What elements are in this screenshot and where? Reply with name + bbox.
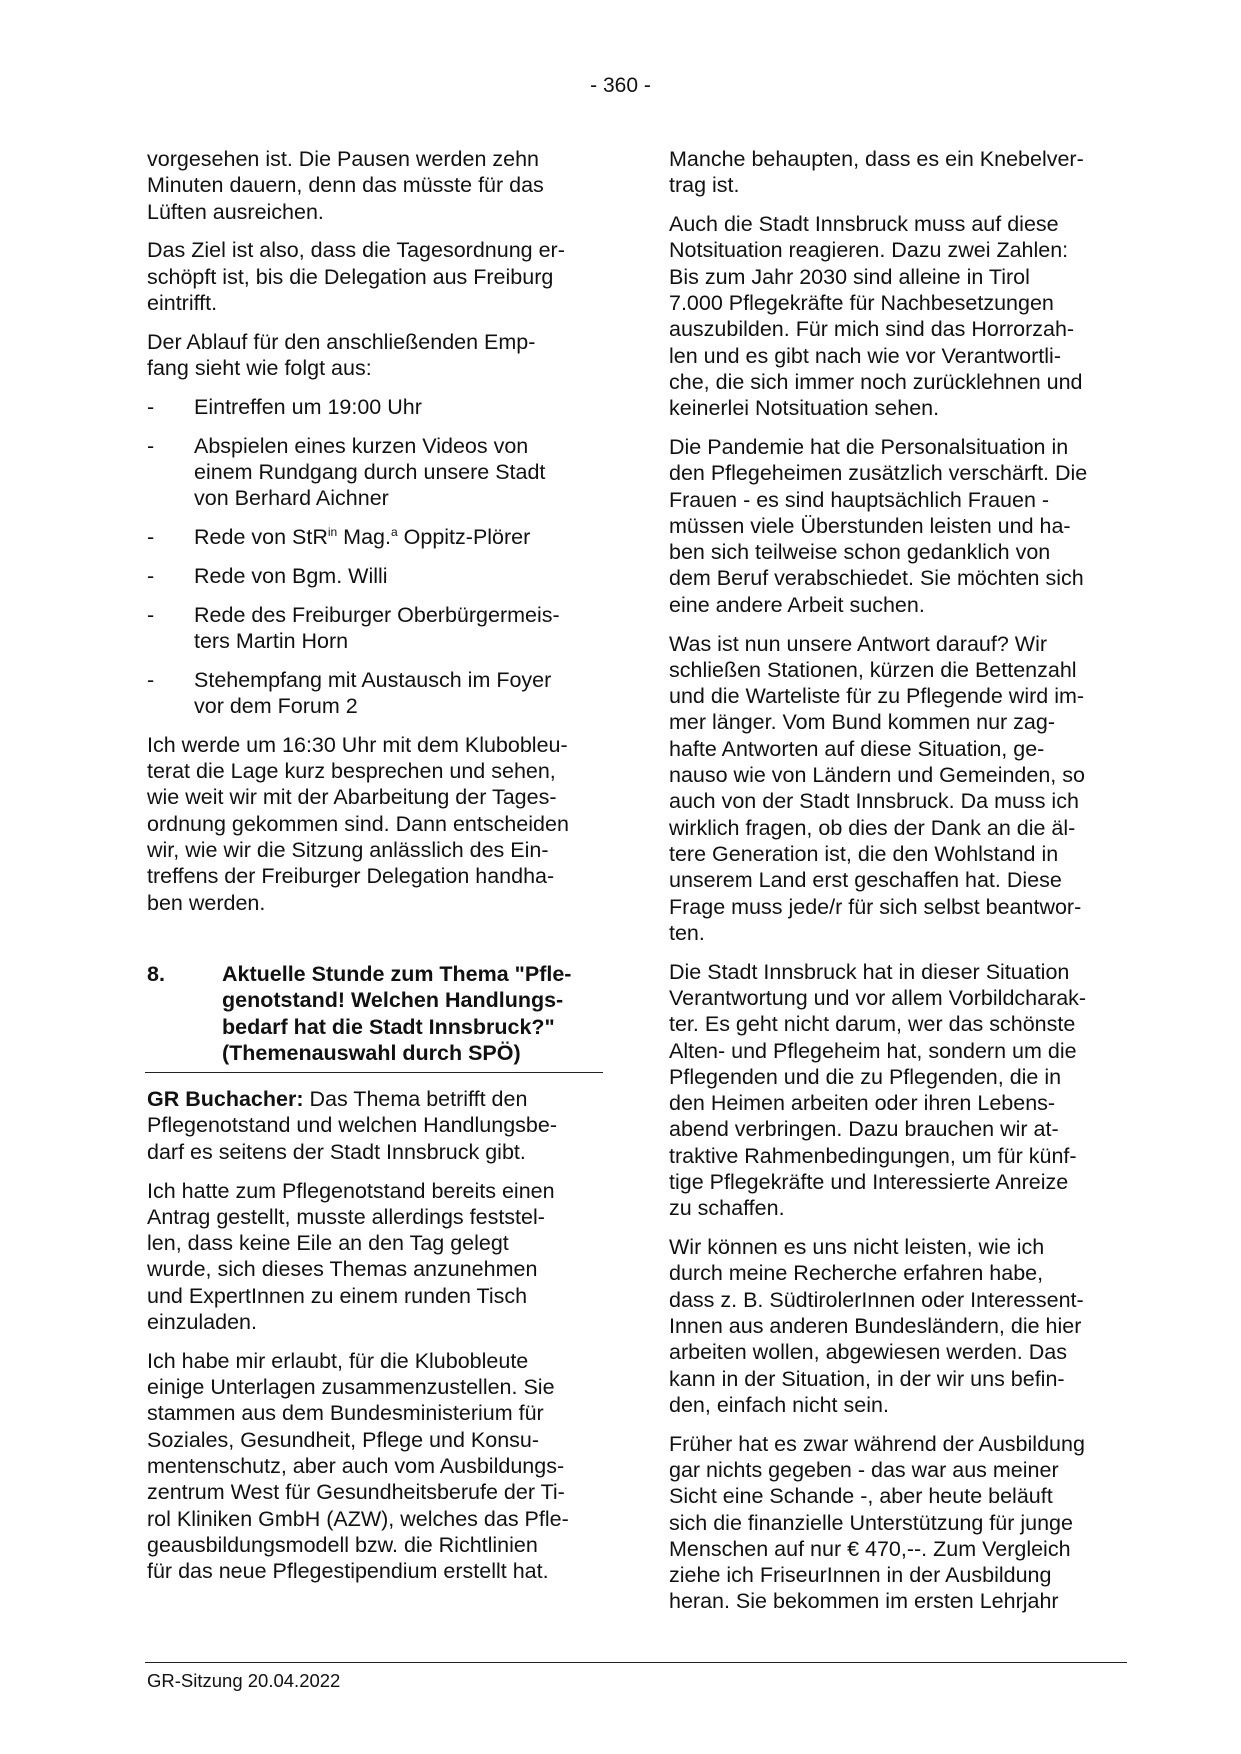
text-line: fang sieht wie folgt aus: <box>147 356 372 381</box>
text-line: Sicht eine Schande -, aber heute beläuft <box>669 1484 1053 1509</box>
text-line: einem Rundgang durch unsere Stadt <box>194 459 546 484</box>
heading-underline <box>145 1072 603 1073</box>
bullet-dash: - <box>147 394 155 419</box>
list-item <box>147 433 603 512</box>
text-line: traktive Rahmenbedingungen, um für künf- <box>669 1143 1077 1168</box>
text-line: wir, wie wir die Sitzung anlässlich des Ein- <box>147 838 549 863</box>
paragraph <box>669 1431 1117 1615</box>
text-line: (Themenauswahl durch SPÖ) <box>222 1040 521 1065</box>
text-line: hafte Antworten auf diese Situation, ge- <box>669 736 1045 761</box>
text-line: nauso wie von Ländern und Gemeinden, so <box>669 763 1085 788</box>
paragraph <box>147 329 603 382</box>
text-line: Frage muss jede/r für sich selbst beantwor- <box>669 894 1082 919</box>
text-line: arbeiten wollen, abgewiesen werden. Das <box>669 1340 1067 1365</box>
text-line: abend verbringen. Dazu brauchen wir at- <box>669 1117 1059 1142</box>
text-line: Lüften ausreichen. <box>147 199 324 224</box>
text-line: treffens der Freiburger Delegation handha- <box>147 864 555 889</box>
text-line: Rede des Freiburger Oberbürgermeis- <box>194 602 560 627</box>
text-line: Früher hat es zwar während der Ausbildung <box>669 1431 1085 1456</box>
text-line: von Berhard Aichner <box>194 486 389 511</box>
text-line: Rede von Bgm. Willi <box>194 563 388 588</box>
text-line: Eintreffen um 19:00 Uhr <box>194 394 422 419</box>
paragraph <box>147 237 603 316</box>
list-item-text: Rede von StR$^{in}$ Mag.$^a$ Oppitz-Plörer <box>194 525 531 550</box>
text-line: mentenschutz, aber auch vom Ausbildungs- <box>147 1453 565 1478</box>
text-line: heran. Sie bekommen im ersten Lehrjahr <box>669 1589 1059 1614</box>
list-item <box>147 524 603 550</box>
text-line: einige Unterlagen zusammenzustellen. Sie <box>147 1375 555 1400</box>
text-line: durch meine Recherche erfahren habe, <box>669 1261 1044 1286</box>
text-line: Ich habe mir erlaubt, für die Klubobleute <box>147 1348 529 1373</box>
section-heading <box>147 961 603 1072</box>
text-line: Wir können es uns nicht leisten, wie ich <box>669 1235 1045 1260</box>
text-line: Minuten dauern, denn das müsste für das <box>147 173 544 198</box>
text-line: müssen viele Überstunden leisten und ha- <box>669 513 1071 538</box>
paragraph <box>147 1348 603 1585</box>
text-line: kann in der Situation, in der wir uns befin- <box>669 1366 1065 1391</box>
text-line: Verantwortung und vor allem Vorbildcharak- <box>669 985 1087 1010</box>
text-line: Ich werde um 16:30 Uhr mit dem Klubobleu- <box>147 732 568 757</box>
text-line: Bis zum Jahr 2030 sind alleine in Tirol <box>669 264 1030 289</box>
text-line: Ich hatte zum Pflegenotstand bereits einen <box>147 1178 555 1203</box>
text-line: den, einfach nicht sein. <box>669 1392 889 1417</box>
text-line: den Heimen arbeiten oder ihren Lebens- <box>669 1091 1056 1116</box>
text-line: Manche behaupten, dass es ein Knebelver- <box>669 147 1084 171</box>
text-line: ben sich teilweise schon gedanklich von <box>669 540 1051 565</box>
footer-text: GR-Sitzung 20.04.2022 <box>147 1670 341 1691</box>
text-line: geausbildungsmodell bzw. die Richtlinien <box>147 1532 538 1557</box>
text-line: keinerlei Notsituation sehen. <box>669 396 940 421</box>
text-line: den Pflegeheimen zusätzlich verschärft. Die <box>669 461 1088 486</box>
text-line: Aktuelle Stunde zum Thema "Pfle- <box>222 961 572 986</box>
text-line: darf es seitens der Stadt Innsbruck gibt. <box>147 1139 526 1164</box>
paragraph <box>669 146 1117 199</box>
page-number: - 360 - <box>590 74 651 97</box>
text-line: eintrifft. <box>147 290 218 315</box>
text-line: terat die Lage kurz besprechen und sehen, <box>147 759 556 784</box>
text-line: Innen aus anderen Bundesländern, die hier <box>669 1313 1082 1338</box>
paragraph <box>147 732 603 916</box>
section-title <box>222 961 603 1066</box>
text-line: len, dass keine Eile an den Tag gelegt <box>147 1231 509 1256</box>
text-line: zentrum West für Gesundheitsberufe der Ti- <box>147 1480 565 1505</box>
text-line: Auch die Stadt Innsbruck muss auf diese <box>669 212 1059 237</box>
text-line: wirklich fragen, ob dies der Dank an die äl- <box>669 815 1076 840</box>
text-line: tige Pflegekräfte und Interessierte Anreize <box>669 1169 1069 1194</box>
bullet-dash: - <box>147 667 155 692</box>
list-item <box>147 667 603 720</box>
text-line: ordnung gekommen sind. Dann entscheiden <box>147 811 569 836</box>
text-line: Soziales, Gesundheit, Pflege und Konsu- <box>147 1427 540 1452</box>
paragraph <box>669 1234 1117 1418</box>
list-item <box>147 563 603 589</box>
text-line: schöpft ist, bis die Delegation aus Freiburg <box>147 264 554 289</box>
paragraph <box>669 211 1117 421</box>
text-line: Der Ablauf für den anschließenden Emp- <box>147 329 536 354</box>
text-line: Notsituation reagieren. Dazu zwei Zahlen: <box>669 238 1069 263</box>
text-line: unserem Land erst geschaffen hat. Diese <box>669 868 1062 893</box>
paragraph <box>147 146 603 225</box>
text-line: Antrag gestellt, musste allerdings feststel- <box>147 1204 545 1229</box>
text-line: Das Ziel ist also, dass die Tagesordnung er- <box>147 238 565 263</box>
text-line: genotstand! Welchen Handlungs- <box>222 988 564 1013</box>
paragraph <box>669 631 1117 947</box>
list-item <box>147 602 603 655</box>
text-line: dem Beruf verabschiedet. Sie möchten sich <box>669 566 1084 591</box>
paragraph <box>669 434 1117 618</box>
bullet-dash: - <box>147 433 155 458</box>
text-line: Frauen - es sind hauptsächlich Frauen - <box>669 487 1050 512</box>
text-line: Was ist nun unsere Antwort darauf? Wir <box>669 631 1048 656</box>
text-line: len und es gibt nach wie vor Verantwortli- <box>669 343 1061 368</box>
text-line: bedarf hat die Stadt Innsbruck?" <box>222 1014 555 1039</box>
text-line: ters Martin Horn <box>194 628 349 653</box>
list-item <box>147 394 603 420</box>
speaker-paragraph: GR Buchacher: Das Thema betrifft den Pflegenotstand und welchen Handlungsbe- darf es seitens der Stadt Innsbruck gibt. <box>147 1086 603 1165</box>
text-line: wurde, sich dieses Themas anzunehmen <box>147 1257 538 1282</box>
paragraph <box>147 1178 603 1336</box>
text-line: rol Kliniken GmbH (AZW), welches das Pfle- <box>147 1506 569 1531</box>
text-line: ter. Es geht nicht darum, wer das schönste <box>669 1012 1076 1037</box>
text-line: wie weit wir mit der Abarbeitung der Tages- <box>147 785 557 810</box>
text-line: eine andere Arbeit suchen. <box>669 592 925 617</box>
text-line: zu schaffen. <box>669 1196 785 1221</box>
text-line: sich die finanzielle Unterstützung für junge <box>669 1510 1073 1535</box>
paragraph <box>669 959 1117 1222</box>
bullet-dash: - <box>147 563 155 588</box>
section-number: 8. <box>147 961 165 986</box>
text-line: auszubilden. Für mich sind das Horrorzah- <box>669 317 1075 342</box>
text-line: vorgesehen ist. Die Pausen werden zehn <box>147 147 540 171</box>
left-column <box>147 146 603 1597</box>
footer-divider <box>145 1662 1127 1663</box>
text-line: 7.000 Pflegekräfte für Nachbesetzungen <box>669 290 1054 315</box>
speaker-name: GR Buchacher: <box>147 1087 304 1112</box>
text-line: ten. <box>669 920 705 945</box>
text-line: Pflegenden und die zu Pflegenden, die in <box>669 1064 1062 1089</box>
bullet-dash: - <box>147 525 155 550</box>
text-line: und die Warteliste für zu Pflegende wird im- <box>669 684 1085 709</box>
text-line: Pflegenotstand und welchen Handlungsbe- <box>147 1113 557 1138</box>
agenda-list <box>147 394 603 719</box>
text-line: Alten- und Pflegeheim hat, sondern um die <box>669 1038 1077 1063</box>
text-line: che, die sich immer noch zurücklehnen und <box>669 369 1083 394</box>
text-line: für das neue Pflegestipendium erstellt hat. <box>147 1559 549 1584</box>
text-line: schließen Stationen, kürzen die Bettenzahl <box>669 657 1077 682</box>
text-line: einzuladen. <box>147 1309 257 1334</box>
text-line: gar nichts gegeben - das war aus meiner <box>669 1457 1059 1482</box>
right-column <box>669 146 1117 1627</box>
text-line: dass z. B. SüdtirolerInnen oder Interessent- <box>669 1287 1084 1312</box>
text-line: vor dem Forum 2 <box>194 694 358 719</box>
text-line: Stehempfang mit Austausch im Foyer <box>194 667 552 692</box>
text-line: ziehe ich FriseurInnen in der Ausbildung <box>669 1563 1052 1588</box>
text-line: mer länger. Vom Bund kommen nur zag- <box>669 710 1055 735</box>
text-line: und ExpertInnen zu einem runden Tisch <box>147 1283 528 1308</box>
text-line: Menschen auf nur € 470,--. Zum Vergleich <box>669 1536 1071 1561</box>
bullet-dash: - <box>147 602 155 627</box>
text-line: trag ist. <box>669 173 740 198</box>
text-line: tere Generation ist, die den Wohlstand in <box>669 841 1059 866</box>
text-line: Die Stadt Innsbruck hat in dieser Situation <box>669 959 1070 984</box>
text-line: Die Pandemie hat die Personalsituation in <box>669 434 1069 459</box>
text-line: auch von der Stadt Innsbruck. Da muss ich <box>669 789 1079 814</box>
text-line: ben werden. <box>147 890 266 915</box>
text-line: Abspielen eines kurzen Videos von <box>194 433 529 458</box>
text-line: stammen aus dem Bundesministerium für <box>147 1401 544 1426</box>
